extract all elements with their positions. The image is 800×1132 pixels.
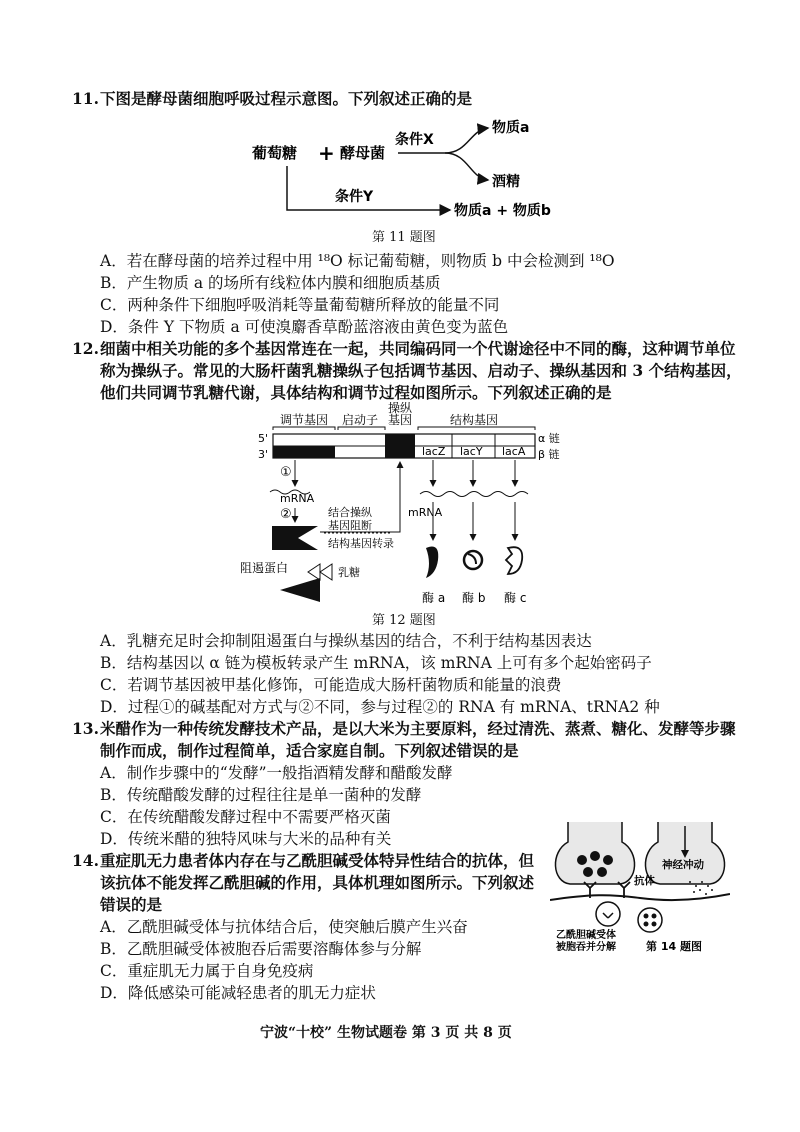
q13-option-a: A．制作步骤中的“发酵”一般指酒精发酵和醋酸发酵: [100, 764, 453, 782]
q14-caption: 第 14 题图: [646, 940, 702, 953]
q14-option-a: A．乙酰胆碱受体与抗体结合后，使突触后膜产生兴奋: [100, 918, 468, 936]
q14-stem-line-2: 该抗体不能发挥乙酰胆碱的作用，具体机理如图所示。下列叙述: [100, 873, 535, 892]
q14-option-c: C．重症肌无力属于自身免疫病: [100, 962, 314, 980]
q12-binds-operator-1: 结合操纵: [328, 506, 372, 519]
q11-products: 物质a + 物质b: [454, 203, 551, 219]
q12-regulator-gene: 调节基因: [280, 413, 329, 427]
q12-five-prime: 5': [258, 432, 269, 445]
q11-stem: 下图是酵母菌细胞呼吸过程示意图。下列叙述正确的是: [100, 89, 473, 108]
q12-diagram: [240, 402, 580, 612]
q13-option-d: D．传统米醋的独特风味与大米的品种有关: [100, 830, 392, 848]
q14-antibody: 抗体: [634, 875, 655, 887]
q12-enzyme-c: 酶 c: [504, 591, 527, 605]
q12-option-b: B．结构基因以 α 链为模板转录产生 mRNA，该 mRNA 上可有多个起始密码子: [100, 654, 652, 672]
q12-structural-genes: 结构基因: [450, 413, 499, 427]
q12-caption: 第 12 题图: [372, 613, 436, 628]
q14-nerve-impulse: 神经冲动: [662, 859, 704, 871]
q13-option-b: B．传统醋酸发酵的过程往往是单一菌种的发酵: [100, 786, 422, 804]
q13-number: 13.: [72, 719, 99, 738]
q12-stem-line-3: 他们共同调节乳糖代谢，具体结构和调节过程如图所示。下列叙述正确的是: [100, 383, 612, 402]
q13-stem-line-1: 米醋作为一种传统发酵技术产品，是以大米为主要原料，经过清洗、蒸煮、糖化、发酵等步骤: [100, 719, 736, 738]
q12-option-c: C．若调节基因被甲基化修饰，可能造成大肠杆菌物质和能量的浪费: [100, 676, 562, 694]
q14-option-d: D．降低感染可能减轻患者的肌无力症状: [100, 984, 376, 1002]
q12-operator-bottom: 基因: [388, 413, 413, 427]
q13-stem-line-2: 制作而成，制作过程简单，适合家庭自制。下列叙述错误的是: [100, 741, 519, 760]
q11-option-a: A．若在酵母菌的培养过程中用 ¹⁸O 标记葡萄糖，则物质 b 中会检测到 ¹⁸O: [100, 252, 615, 270]
q12-lactose: 乳糖: [338, 566, 360, 579]
q12-stem-line-2: 称为操纵子。常见的大肠杆菌乳糖操纵子包括调节基因、启动子、操纵基因和 3 个结构基因，: [100, 361, 742, 380]
q12-option-a: A．乳糖充足时会抑制阻遏蛋白与操纵基因的结合，不利于结构基因表达: [100, 632, 592, 650]
q12-operator-top: 操纵: [388, 402, 413, 415]
q12-repressor: 阻遏蛋白: [240, 561, 289, 575]
q14-receptor-1: 乙酰胆碱受体: [556, 930, 616, 941]
q11-option-c: C．两种条件下细胞呼吸消耗等量葡萄糖所释放的能量不同: [100, 296, 500, 314]
q13-option-c: C．在传统醋酸发酵过程中不需要严格灭菌: [100, 808, 391, 826]
q11-yeast: 酵母菌: [340, 144, 386, 162]
q12-number: 12.: [72, 339, 99, 358]
q12-option-d: D．过程①的碱基配对方式与②不同，参与过程②的 RNA 有 mRNA、tRNA2 种: [100, 698, 660, 716]
q12-step-2: ②: [280, 507, 292, 522]
q11-option-d: D．条件 Y 下物质 a 可使溴麝香草酚蓝溶液由黄色变为蓝色: [100, 318, 509, 336]
q12-promoter: 启动子: [342, 413, 379, 427]
q12-binds-operator-2: 基因阻断: [328, 519, 372, 532]
q14-diagram: [550, 822, 730, 954]
q14-stem-line-3: 错误的是: [100, 895, 163, 914]
q12-mrna-right: mRNA: [408, 506, 443, 519]
q12-transcription: 结构基因转录: [328, 537, 394, 550]
q12-enzyme-b: 酶 b: [462, 591, 486, 605]
q12-lacz: lacZ: [422, 445, 446, 458]
q11-diagram: [240, 108, 580, 238]
q11-substance-a: 物质a: [492, 120, 530, 136]
q11-plus: +: [318, 141, 335, 165]
q14-stem-line-1: 重症肌无力患者体内存在与乙酰胆碱受体特异性结合的抗体，但: [100, 851, 535, 870]
q12-beta-chain: β 链: [538, 448, 560, 461]
q12-alpha-chain: α 链: [538, 432, 560, 445]
q12-mrna-left: mRNA: [280, 492, 315, 505]
q12-stem-line-1: 细菌中相关功能的多个基因常连在一起，共同编码同一个代谢途径中不同的酶，这种调节单位: [100, 339, 736, 358]
q11-glucose: 葡萄糖: [252, 144, 298, 162]
q12-enzyme-a: 酶 a: [422, 591, 446, 605]
q12-three-prime: 3': [258, 448, 269, 461]
q14-option-b: B．乙酰胆碱受体被胞吞后需要溶酶体参与分解: [100, 940, 422, 958]
q12-step-1: ①: [280, 465, 292, 480]
q14-receptor-2: 被胞吞并分解: [556, 942, 616, 953]
q11-caption: 第 11 题图: [372, 230, 436, 245]
q11-cond-x: 条件X: [395, 132, 434, 148]
q12-lacy: lacY: [460, 445, 483, 458]
q14-number: 14.: [72, 851, 99, 870]
q12-laca: lacA: [502, 445, 526, 458]
page-footer: 宁波“十校” 生物试题卷 第 3 页 共 8 页: [260, 1025, 512, 1041]
q11-option-b: B．产生物质 a 的场所有线粒体内膜和细胞质基质: [100, 274, 441, 292]
q11-number: 11.: [72, 89, 99, 108]
q11-cond-y: 条件Y: [335, 189, 374, 205]
q11-alcohol: 酒精: [492, 174, 520, 190]
